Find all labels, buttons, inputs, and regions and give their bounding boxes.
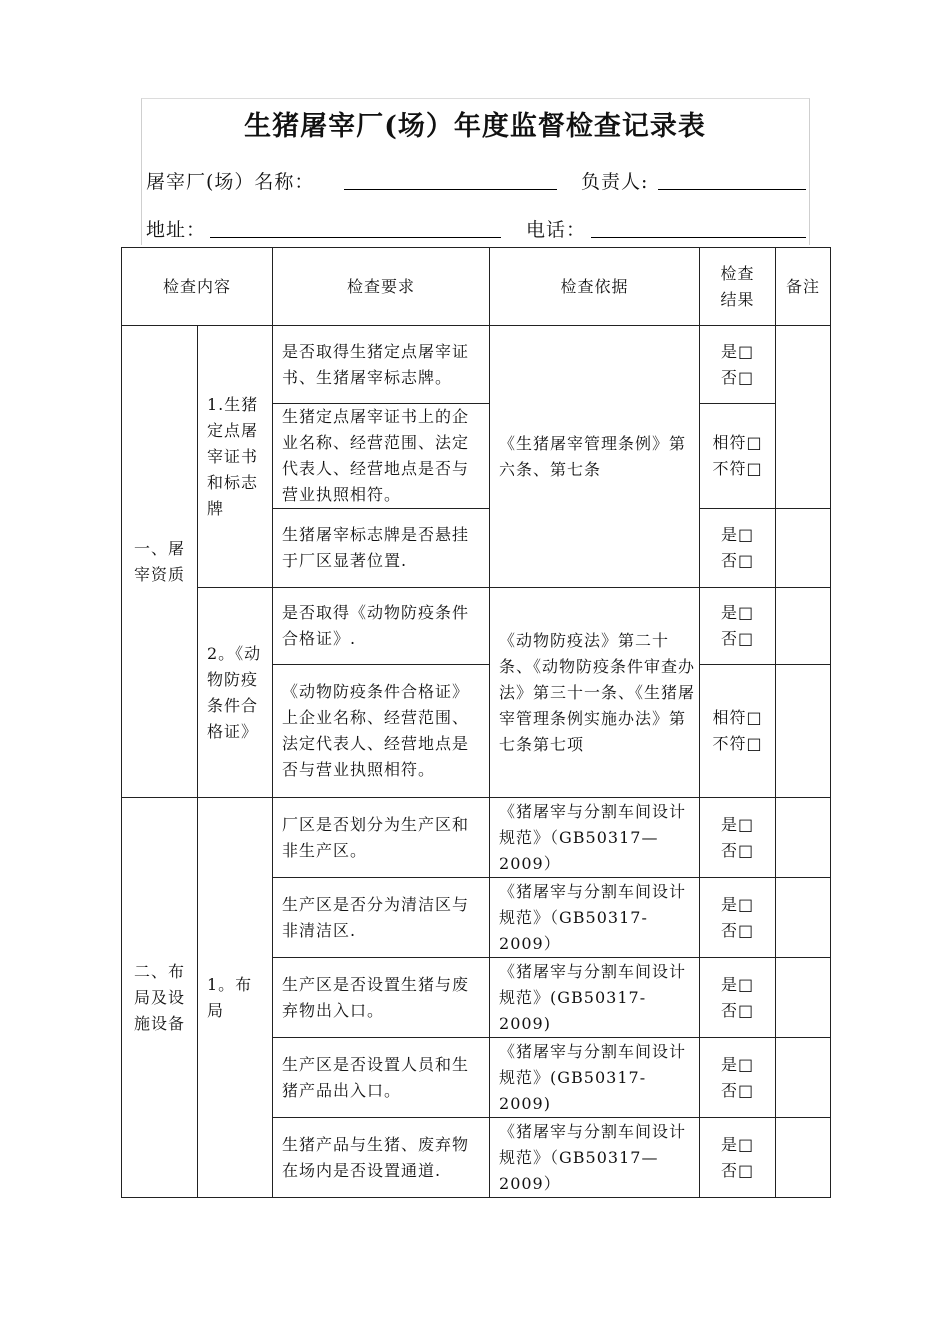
page-title: 生猪屠宰厂(场）年度监督检查记录表 xyxy=(244,111,706,142)
basis-cell: 《猪屠宰与分割车间设计规范》(GB50317-2009) xyxy=(490,958,700,1038)
result-checkbox[interactable]: 是□ 否□ xyxy=(700,1038,776,1118)
remark-cell[interactable] xyxy=(776,1118,831,1198)
result-checkbox[interactable]: 相符□ 不符□ xyxy=(700,404,776,509)
table-row xyxy=(122,588,831,665)
remark-cell[interactable] xyxy=(776,958,831,1038)
basis-cell: 《生猪屠宰管理条例》第六条、第七条 xyxy=(490,326,700,588)
inspection-table xyxy=(121,247,831,1198)
requirement-cell: 生猪屠宰标志牌是否悬挂于厂区显著位置. xyxy=(273,509,490,588)
remark-cell[interactable] xyxy=(776,798,831,878)
basis-cell: 《猪屠宰与分割车间设计规范》（GB50317-2009） xyxy=(490,878,700,958)
requirement-cell: 生猪定点屠宰证书上的企业名称、经营范围、法定代表人、经营地点是否与营业执照相符。 xyxy=(273,404,490,509)
header-basis: 检查依据 xyxy=(490,248,700,326)
requirement-cell: 是否取得《动物防疫条件合格证》. xyxy=(273,588,490,665)
remark-cell[interactable] xyxy=(776,588,831,665)
group-label: 2。《动物防疫条件合格证》 xyxy=(198,588,273,798)
requirement-cell: 是否取得生猪定点屠宰证书、生猪屠宰标志牌。 xyxy=(273,326,490,404)
person-label: 负责人: xyxy=(581,171,649,193)
header-result: 检查 结果 xyxy=(700,248,776,326)
remark-cell[interactable] xyxy=(776,1038,831,1118)
name-field[interactable] xyxy=(344,189,557,190)
header-remark: 备注 xyxy=(776,248,831,326)
requirement-cell: 生猪产品与生猪、废弃物在场内是否设置通道. xyxy=(273,1118,490,1198)
requirement-cell: 厂区是否划分为生产区和非生产区。 xyxy=(273,798,490,878)
address-label: 地址： xyxy=(146,219,207,241)
section-label: 一、屠宰资质 xyxy=(122,326,198,798)
result-checkbox[interactable]: 是□ 否□ xyxy=(700,326,776,404)
section-label: 二、布局及设施设备 xyxy=(122,798,198,1198)
name-label: 屠宰厂(场）名称： xyxy=(146,171,315,193)
person-field[interactable] xyxy=(658,189,806,190)
remark-cell[interactable] xyxy=(776,665,831,798)
result-checkbox[interactable]: 是□ 否□ xyxy=(700,798,776,878)
result-checkbox[interactable]: 是□ 否□ xyxy=(700,509,776,588)
requirement-cell: 生产区是否设置生猪与废弃物出入口。 xyxy=(273,958,490,1038)
basis-cell: 《猪屠宰与分割车间设计规范》（GB50317—2009） xyxy=(490,1118,700,1198)
address-field[interactable] xyxy=(210,237,501,238)
result-checkbox[interactable]: 是□ 否□ xyxy=(700,588,776,665)
remark-cell[interactable] xyxy=(776,878,831,958)
header-requirement: 检查要求 xyxy=(273,248,490,326)
phone-label: 电话： xyxy=(526,219,587,241)
basis-cell: 《猪屠宰与分割车间设计规范》（GB50317—2009） xyxy=(490,798,700,878)
requirement-cell: 生产区是否分为清洁区与非清洁区. xyxy=(273,878,490,958)
remark-cell[interactable] xyxy=(776,509,831,588)
group-label: 1。布局 xyxy=(198,798,273,1198)
result-checkbox[interactable]: 是□ 否□ xyxy=(700,1118,776,1198)
result-checkbox[interactable]: 是□ 否□ xyxy=(700,958,776,1038)
header-content: 检查内容 xyxy=(122,248,273,326)
table-row xyxy=(122,326,831,404)
requirement-cell: 《动物防疫条件合格证》上企业名称、经营范围、法定代表人、经营地点是否与营业执照相符。 xyxy=(273,665,490,798)
result-checkbox[interactable]: 相符□ 不符□ xyxy=(700,665,776,798)
remark-cell[interactable] xyxy=(776,326,831,509)
requirement-cell: 生产区是否设置人员和生猪产品出入口。 xyxy=(273,1038,490,1118)
basis-cell: 《动物防疫法》第二十条、《动物防疫条件审查办法》第三十一条、《生猪屠宰管理条例实施办法》第七条第七项 xyxy=(490,588,700,798)
result-checkbox[interactable]: 是□ 否□ xyxy=(700,878,776,958)
basis-cell: 《猪屠宰与分割车间设计规范》(GB50317-2009) xyxy=(490,1038,700,1118)
table-row xyxy=(122,798,831,878)
group-label: 1.生猪定点屠宰证书和标志牌 xyxy=(198,326,273,588)
phone-field[interactable] xyxy=(591,237,806,238)
table-header-row xyxy=(122,248,831,326)
